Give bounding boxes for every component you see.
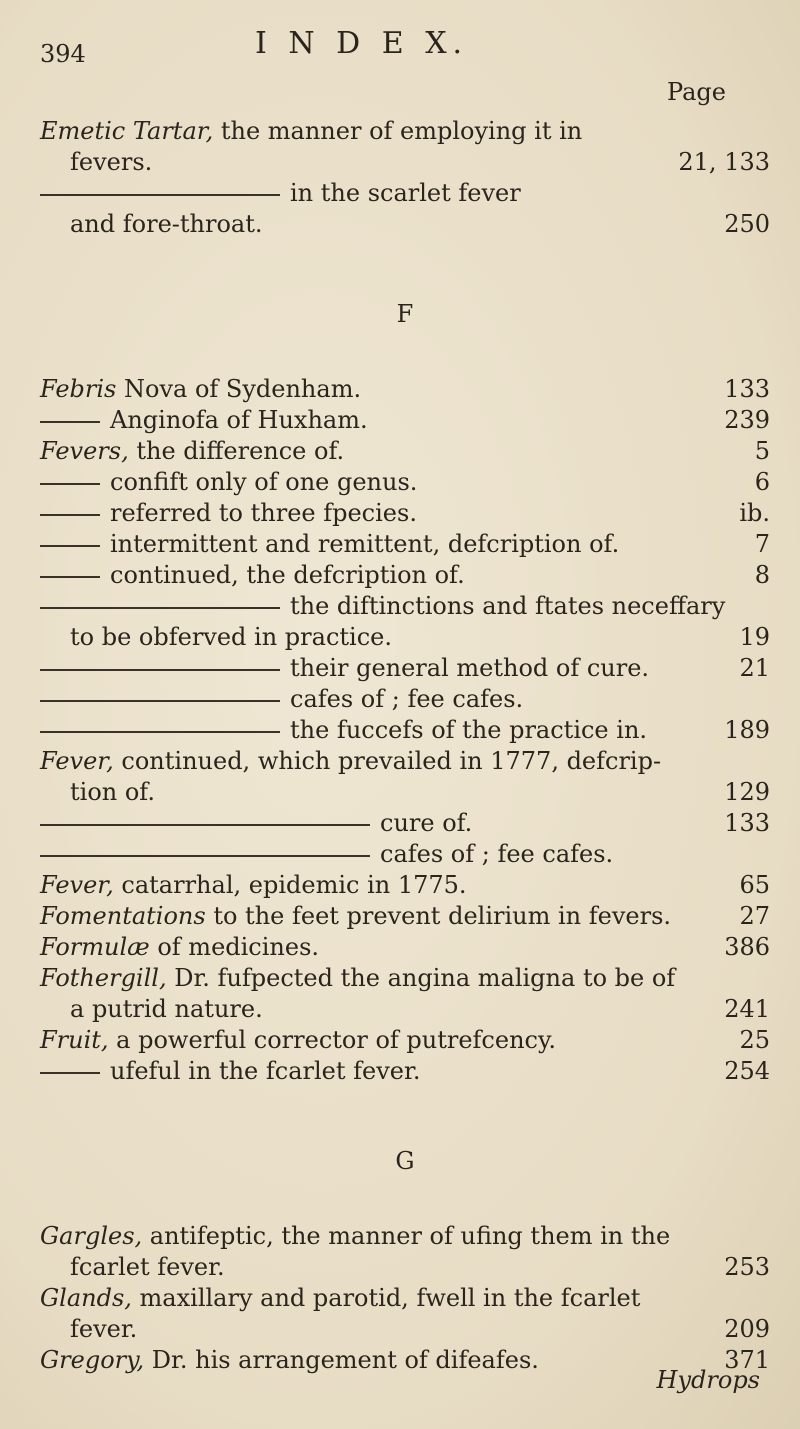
entry-description: Anginofa of Huxham.: [110, 406, 368, 434]
ditto-rule: [40, 194, 280, 196]
entry-heading: Fruit,: [40, 1026, 109, 1054]
ditto-rule: [40, 669, 280, 671]
entry-description: Nova of Sydenham.: [116, 375, 362, 403]
entry-text: [70, 622, 392, 653]
entry-description: fcarlet fever.: [70, 1253, 225, 1281]
ditto-rule: [40, 545, 100, 547]
entry-description: fever.: [70, 1315, 138, 1343]
entry-text: [40, 560, 465, 591]
entry-description: their general method of cure.: [290, 654, 650, 682]
index-subentry: [40, 529, 770, 560]
index-entry: [40, 963, 770, 994]
entry-text: [40, 1345, 539, 1376]
index-subentry: [40, 653, 770, 684]
index-continuation: [40, 1314, 770, 1345]
index-entry: [40, 870, 770, 901]
page-reference: 250: [724, 210, 770, 238]
entry-description: confift only of one genus.: [110, 468, 418, 496]
entry-description: the fuccefs of the practice in.: [290, 716, 648, 744]
index-entry: [40, 901, 770, 932]
section-spacer: [40, 1191, 770, 1221]
entry-text: [40, 963, 675, 994]
entry-heading: Fever,: [40, 747, 114, 775]
entry-heading: Emetic Tartar,: [40, 117, 214, 145]
ditto-rule: [40, 607, 280, 609]
entry-text: [70, 1252, 225, 1283]
entry-text: [70, 994, 263, 1025]
entry-text: [40, 1056, 420, 1087]
index-subentry: [40, 405, 770, 436]
entry-text: [40, 436, 344, 467]
section-spacer: [40, 240, 770, 284]
index-entry: [40, 1283, 770, 1314]
index-entry: [40, 932, 770, 963]
entry-description: Dr. his arrangement of difeafes.: [144, 1346, 539, 1374]
page-reference: 209: [724, 1315, 770, 1343]
entry-text: [40, 746, 661, 777]
page-reference: 27: [739, 902, 770, 930]
entry-description: continued, the defcription of.: [110, 561, 465, 589]
entry-description: ufeful in the fcarlet fever.: [110, 1057, 421, 1085]
section-letter: F: [396, 300, 414, 328]
entry-description: in the scarlet fever: [290, 179, 521, 207]
entry-description: the diftinctions and ftates neceffary: [290, 592, 726, 620]
index-continuation: [40, 994, 770, 1025]
index-subentry: [40, 1056, 770, 1087]
page-reference: 19: [739, 623, 770, 651]
ditto-rule: [40, 514, 100, 516]
page-reference: 21: [739, 654, 770, 682]
page-reference: 371: [724, 1346, 770, 1374]
entry-description: the difference of.: [128, 437, 345, 465]
page-reference: ib.: [739, 499, 770, 527]
entry-heading: Fothergill,: [40, 964, 167, 992]
page-reference: 189: [724, 716, 770, 744]
entry-text: [40, 498, 417, 529]
ditto-rule: [40, 731, 280, 733]
entry-description: continued, which prevailed in 1777, defcrip-: [113, 747, 662, 775]
entry-description: the manner of employing it in: [213, 117, 583, 145]
page-reference: 21, 133: [678, 148, 770, 176]
index-subentry: [40, 498, 770, 529]
index-continuation: [40, 147, 770, 178]
ditto-rule: [40, 700, 280, 702]
entry-description: a putrid nature.: [70, 995, 263, 1023]
index-entries: [40, 116, 770, 1376]
entry-description: intermittent and remittent, defcription of.: [110, 530, 620, 558]
section-spacer: [40, 344, 770, 374]
page-reference: 7: [754, 530, 770, 558]
entry-description: to the feet prevent delirium in fevers.: [205, 902, 672, 930]
index-entry: [40, 436, 770, 467]
entry-text: [40, 529, 619, 560]
entry-heading: Gregory,: [40, 1346, 145, 1374]
entry-text: [40, 1025, 556, 1056]
index-subentry: [40, 808, 770, 839]
page-reference: 5: [754, 437, 770, 465]
page-reference: 8: [754, 561, 770, 589]
ditto-rule: [40, 483, 100, 485]
page-number: 394: [40, 40, 86, 68]
index-entry: [40, 746, 770, 777]
entry-text: [40, 653, 649, 684]
entry-description: cure of.: [380, 809, 473, 837]
entry-text: [40, 405, 368, 436]
page-reference: 239: [724, 406, 770, 434]
page-reference: 253: [724, 1253, 770, 1281]
entry-text: [40, 178, 521, 209]
entry-description: cafes of ; fee cafes.: [380, 840, 614, 868]
entry-text: [40, 870, 467, 901]
ditto-rule: [40, 421, 100, 423]
entry-text: [70, 209, 262, 240]
page-column-label: Page: [667, 78, 726, 106]
entry-text: [40, 932, 319, 963]
page-reference: 386: [724, 933, 770, 961]
index-entry: [40, 374, 770, 405]
index-continuation: [40, 622, 770, 653]
entry-heading: Glands,: [40, 1284, 132, 1312]
entry-description: a powerful corrector of putrefcency.: [108, 1026, 556, 1054]
index-subentry: [40, 178, 770, 209]
page-header: [40, 18, 760, 68]
entry-text: [70, 1314, 137, 1345]
page-reference: 133: [724, 809, 770, 837]
entry-description: antifeptic, the manner of ufing them in the: [142, 1222, 671, 1250]
page-reference: 254: [724, 1057, 770, 1085]
page-reference: 25: [739, 1026, 770, 1054]
index-entry: [40, 1221, 770, 1252]
entry-description: of medicines.: [149, 933, 320, 961]
entry-text: [40, 808, 472, 839]
entry-text: [40, 467, 417, 498]
entry-text: [40, 1221, 670, 1252]
ditto-rule: [40, 855, 370, 857]
entry-heading: Gargles,: [40, 1222, 143, 1250]
index-entry: [40, 116, 770, 147]
entry-text: [70, 777, 155, 808]
ditto-rule: [40, 824, 370, 826]
entry-description: referred to three fpecies.: [110, 499, 417, 527]
index-subentry: [40, 591, 770, 622]
index-continuation: [40, 777, 770, 808]
entry-text: [40, 591, 725, 622]
entry-text: [40, 374, 361, 405]
page-reference: 133: [724, 375, 770, 403]
index-subentry: [40, 560, 770, 591]
index-continuation: [40, 1252, 770, 1283]
page-reference: 65: [739, 871, 770, 899]
entry-heading: Formulæ: [40, 933, 150, 961]
index-subentry: [40, 467, 770, 498]
page-reference: 129: [724, 778, 770, 806]
section-letter: G: [395, 1147, 415, 1175]
entry-description: catarrhal, epidemic in 1775.: [113, 871, 467, 899]
entry-text: [40, 116, 582, 147]
entry-description: fevers.: [70, 148, 153, 176]
index-subentry: [40, 715, 770, 746]
entry-heading: Fever,: [40, 871, 114, 899]
entry-text: [40, 839, 613, 870]
catchword: Hydrops: [656, 1366, 760, 1394]
entry-text: [40, 715, 647, 746]
entry-text: [40, 684, 523, 715]
entry-text: [70, 147, 152, 178]
index-continuation: [40, 209, 770, 240]
ditto-rule: [40, 1072, 100, 1074]
index-entry: [40, 1025, 770, 1056]
entry-description: tion of.: [70, 778, 155, 806]
ditto-rule: [40, 576, 100, 578]
index-subentry: [40, 684, 770, 715]
entry-text: [40, 901, 671, 932]
page-reference: 6: [754, 468, 770, 496]
entry-heading: Febris: [40, 375, 117, 403]
entry-description: cafes of ; fee cafes.: [290, 685, 524, 713]
entry-heading: Fevers,: [40, 437, 129, 465]
entry-text: [40, 1283, 640, 1314]
entry-heading: Fomentations: [40, 902, 206, 930]
index-subentry: [40, 839, 770, 870]
section-spacer: [40, 1087, 770, 1131]
entry-description: Dr. fufpected the angina maligna to be of: [166, 964, 676, 992]
running-head: I N D E X.: [255, 26, 469, 61]
entry-description: and fore-throat.: [70, 210, 263, 238]
page-reference: 241: [724, 995, 770, 1023]
entry-description: maxillary and parotid, fwell in the fcarlet: [131, 1284, 641, 1312]
entry-description: to be obferved in practice.: [70, 623, 392, 651]
